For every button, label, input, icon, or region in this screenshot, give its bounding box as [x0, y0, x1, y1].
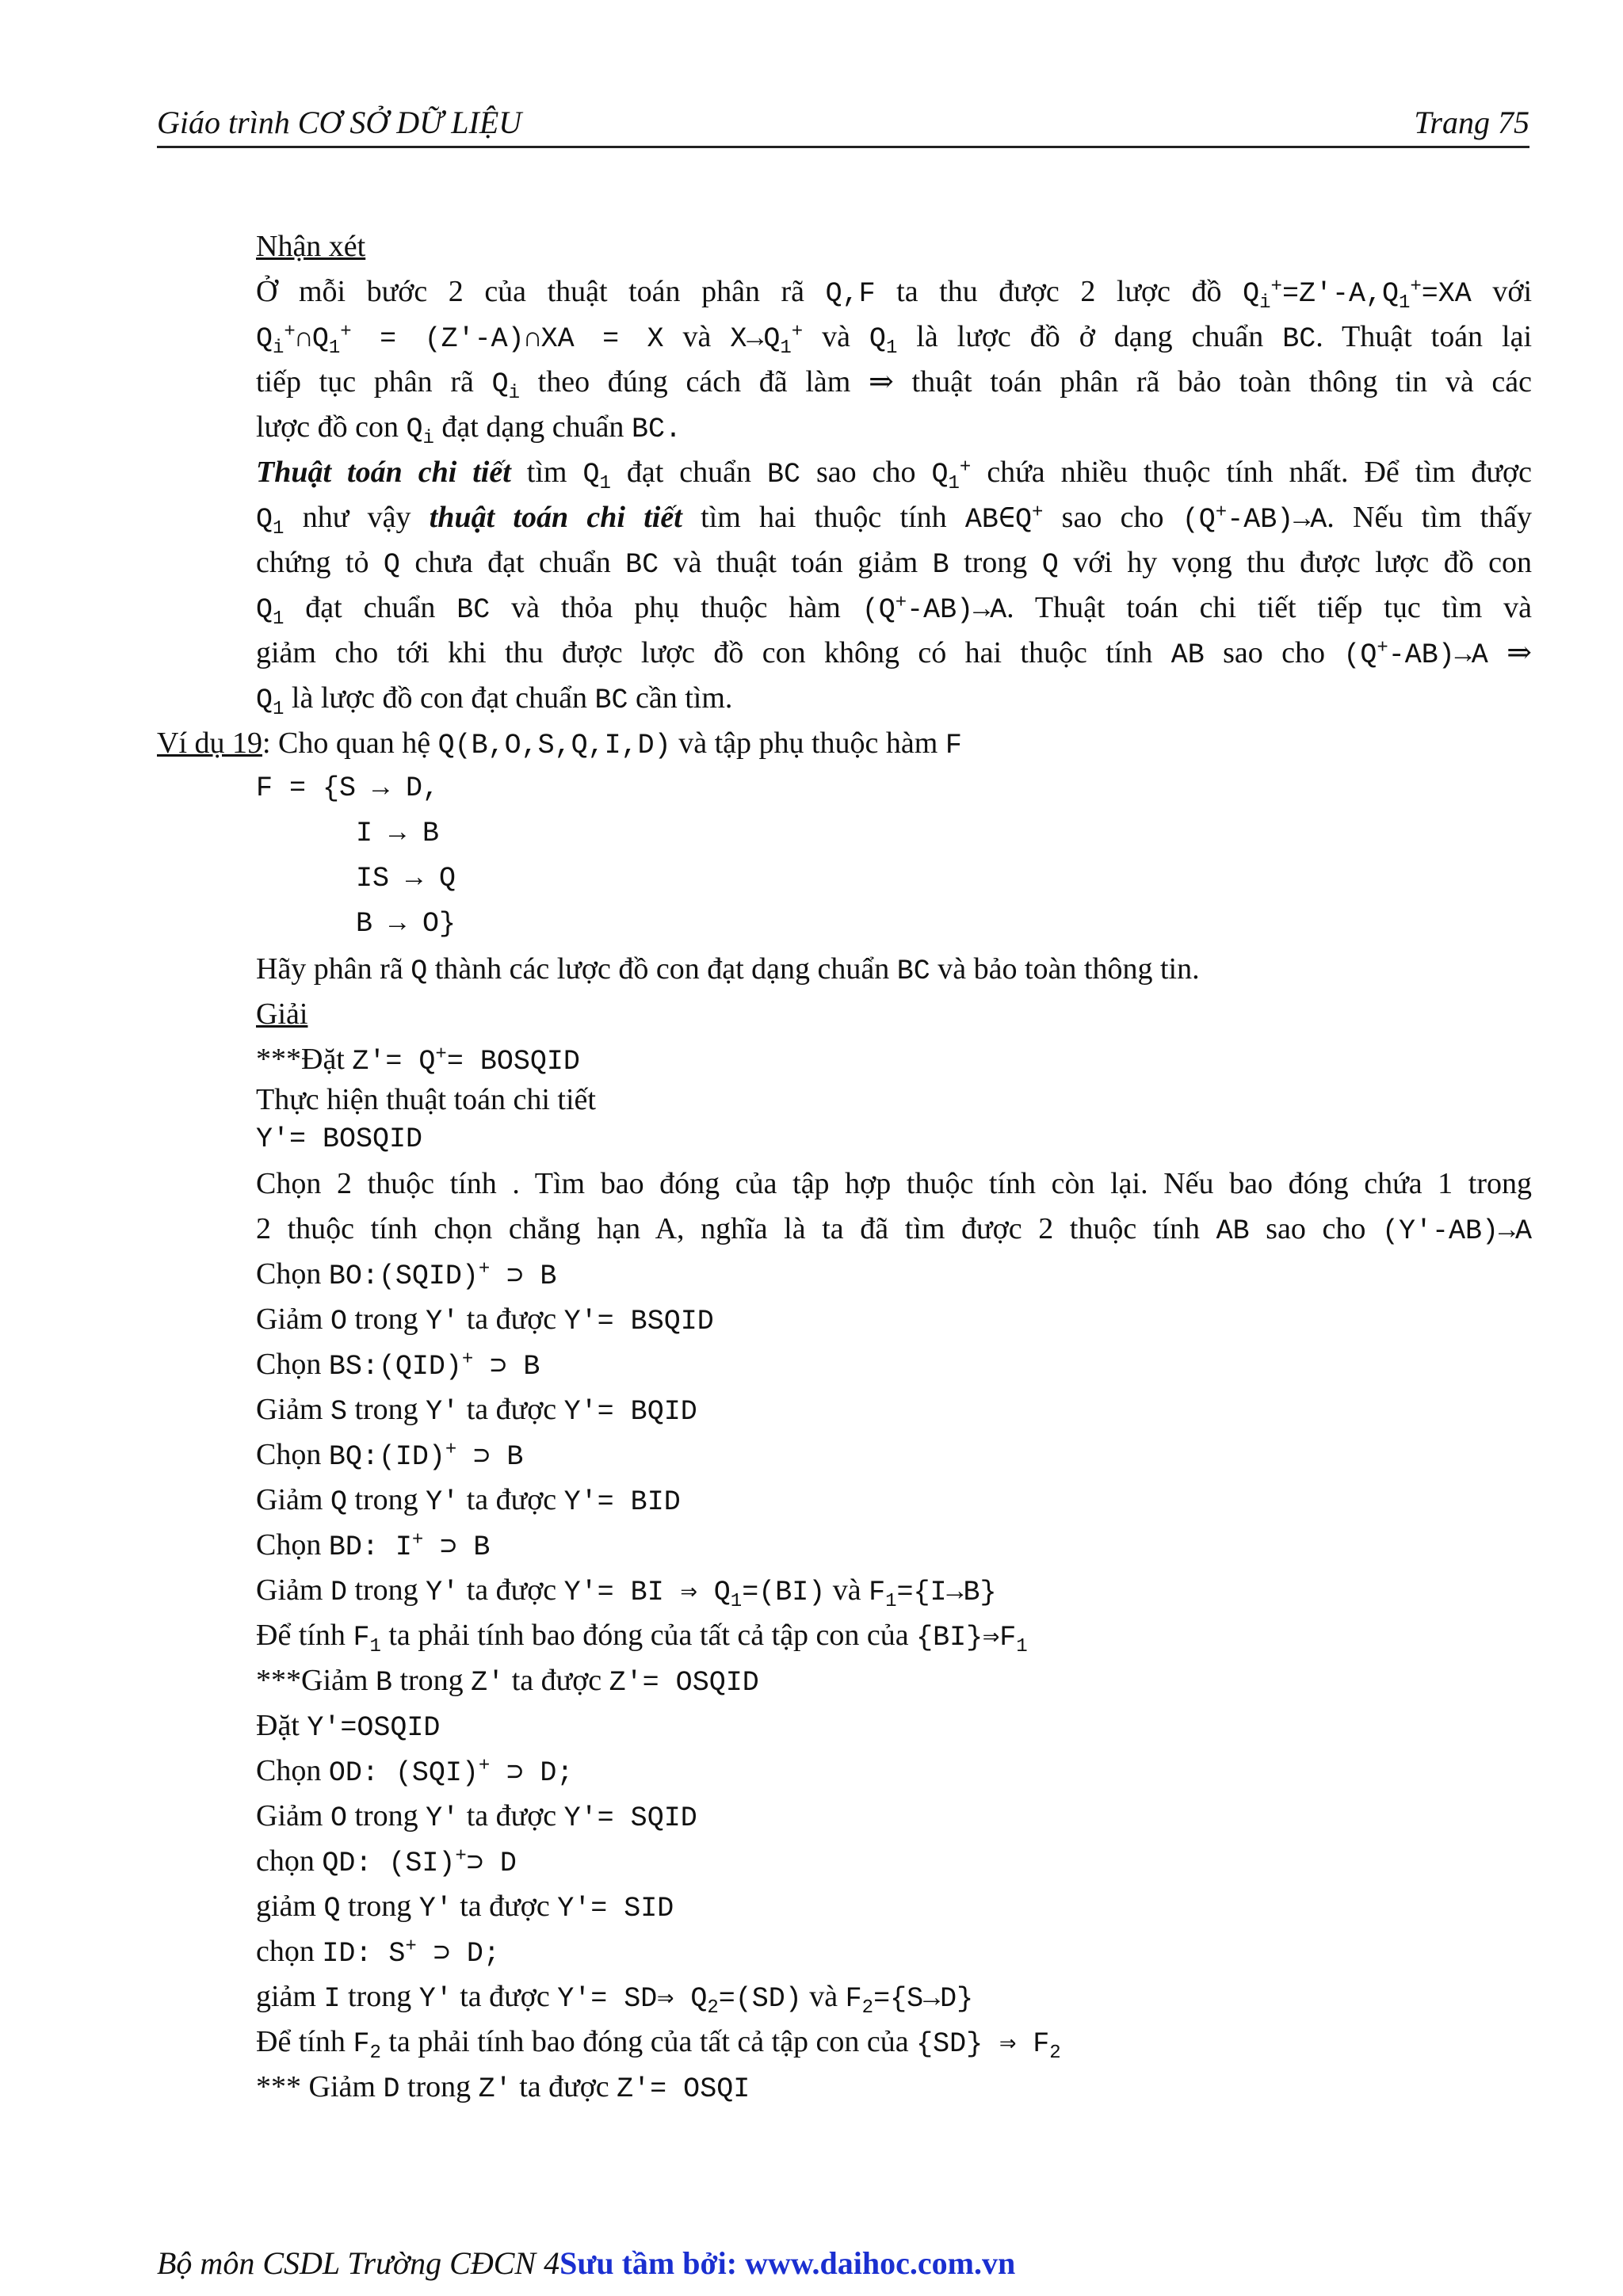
footer-credit-link[interactable]: Sưu tầm bởi: www.daihoc.com.vn	[559, 2245, 1016, 2281]
header-title: Giáo trình CƠ SỞ DỮ LIỆU	[157, 105, 522, 140]
step-line: Y′= BOSQID	[256, 1123, 423, 1155]
paragraph-line: giảm cho tới khi thu được lược đồ con không có hai thuộc tính AB sao cho (Q+-AB)→A ⇒	[256, 636, 1532, 671]
paragraph-line: Thuật toán chi tiết tìm $Q_1$ đạt chuẩn BC sao cho $Q_1^+$ chứa nhiều thuộc tính nhất. Để tìm được	[256, 456, 1532, 494]
paragraph-line: Ở mỗi bước 2 của thuật toán phân rã Q,F ta thu được 2 lược đồ $Q_i^+=Z'-A,Q_1^+=XA$ với	[256, 275, 1532, 314]
step-line: Chọn OD: (SQI)+ ⊃ D;	[256, 1754, 574, 1789]
paragraph-line: 2 thuộc tính chọn chẳng hạn A, nghĩa là ta đã tìm được 2 thuộc tính AB sao cho (Y′-AB)→A	[256, 1212, 1532, 1247]
step-line: Chọn BS:(QID)+ ⊃ B	[256, 1348, 540, 1383]
step-line: *** Giảm D trong Z′ ta được Z′= OSQI	[256, 2070, 750, 2105]
step-line: Chọn BD: I+ ⊃ B	[256, 1528, 491, 1563]
step-line: Giảm O trong Y′ ta được Y′= SQID	[256, 1799, 697, 1834]
header-page-number: Trang 75	[1414, 105, 1529, 140]
page-header	[157, 101, 1529, 148]
step-line: Giảm O trong Y′ ta được Y′= BSQID	[256, 1302, 714, 1337]
fd-line: B → O}	[356, 908, 456, 940]
page-footer	[157, 2245, 1015, 2282]
paragraph-line: chứng tỏ Q chưa đạt chuẩn BC và thuật toán giảm B trong Q với hy vọng thu được lược đồ con	[256, 546, 1532, 581]
paragraph-line: $Q_1$ như vậy thuật toán chi tiết tìm hai thuộc tính AB∈Q+ sao cho (Q+-AB)→A. Nếu tìm thấy	[256, 501, 1533, 540]
heading-giai: Giải	[256, 997, 308, 1031]
step-line: Chọn BQ:(ID)+ ⊃ B	[256, 1438, 524, 1473]
paragraph-line: Chọn 2 thuộc tính . Tìm bao đóng của tập hợp thuộc tính còn lại. Nếu bao đóng chứa 1 trong	[256, 1167, 1532, 1200]
step-line: giảm Q trong Y′ ta được Y′= SID	[256, 1890, 674, 1924]
example-heading: Ví dụ 19: Cho quan hệ Q(B,O,S,Q,I,D) và tập phụ thuộc hàm F	[157, 727, 962, 761]
paragraph-line: lược đồ con $Q_i$ đạt dạng chuẩn BC.	[256, 410, 682, 449]
fd-line: F = {S → D,	[256, 772, 440, 804]
paragraph-line: $Q_1$ là lược đồ con đạt chuẩn BC cần tìm.	[256, 681, 733, 720]
step-line: ***Giảm B trong Z′ ta được Z′= OSQID	[256, 1664, 759, 1699]
step-line: Đặt Y′=OSQID	[256, 1709, 441, 1744]
step-line: Giảm Q trong Y′ ta được Y′= BID	[256, 1483, 681, 1518]
fd-line: I → B	[356, 818, 440, 849]
step-line: ***Đặt Z′= Q+= BOSQID	[256, 1043, 580, 1077]
paragraph-line: tiếp tục phân rã $Q_i$ theo đúng cách đã làm ⇒ thuật toán phân rã bảo toàn thông tin và các	[256, 365, 1532, 404]
step-line: Thực hiện thuật toán chi tiết	[256, 1083, 596, 1116]
step-line: Để tính $F_1$ ta phải tính bao đóng của tất cả tập con của $\{BI\}\Rightarrow F_1$	[256, 1619, 1028, 1657]
fd-line: IS → Q	[356, 863, 456, 894]
paragraph-line: $Q_1$ đạt chuẩn BC và thỏa phụ thuộc hàm (Q+-AB)→A. Thuật toán chi tiết tiếp tục tìm và	[256, 591, 1533, 630]
step-line: chọn QD: (SI)+⊃ D	[256, 1844, 517, 1879]
step-line: Để tính $F_2$ ta phải tính bao đóng của tất cả tập con của {SD} ⇒ $F_2$	[256, 2025, 1061, 2064]
document-body	[157, 224, 1533, 2110]
step-line: Chọn BO:(SQID)+ ⊃ B	[256, 1257, 557, 1292]
step-line: giảm I trong Y′ ta được Y′= SD⇒ $Q_2=(SD)$ và $F_2=\{S\to D\}$	[256, 1980, 974, 2019]
heading-nhan-xet: Nhận xét	[256, 230, 366, 263]
step-line: Giảm S trong Y′ ta được Y′= BQID	[256, 1393, 697, 1428]
footer-department: Bộ môn CSDL Trường CĐCN 4	[157, 2245, 560, 2281]
step-line: chọn ID: S+ ⊃ D;	[256, 1935, 500, 1970]
step-line: Giảm D trong Y′ ta được Y′= BI ⇒ $Q_1=(BI)$ và $F_1=\{I\to B\}$	[256, 1573, 997, 1612]
paragraph-line: $Q_i^+\cap Q_1^+$ = (Z′-A)∩XA = X và $X\to Q_1^+$ và $Q_1$ là lược đồ ở dạng chuẩn BC. Thuật toán lại	[256, 320, 1532, 359]
task-line: Hãy phân rã Q thành các lược đồ con đạt dạng chuẩn BC và bảo toàn thông tin.	[256, 952, 1200, 987]
